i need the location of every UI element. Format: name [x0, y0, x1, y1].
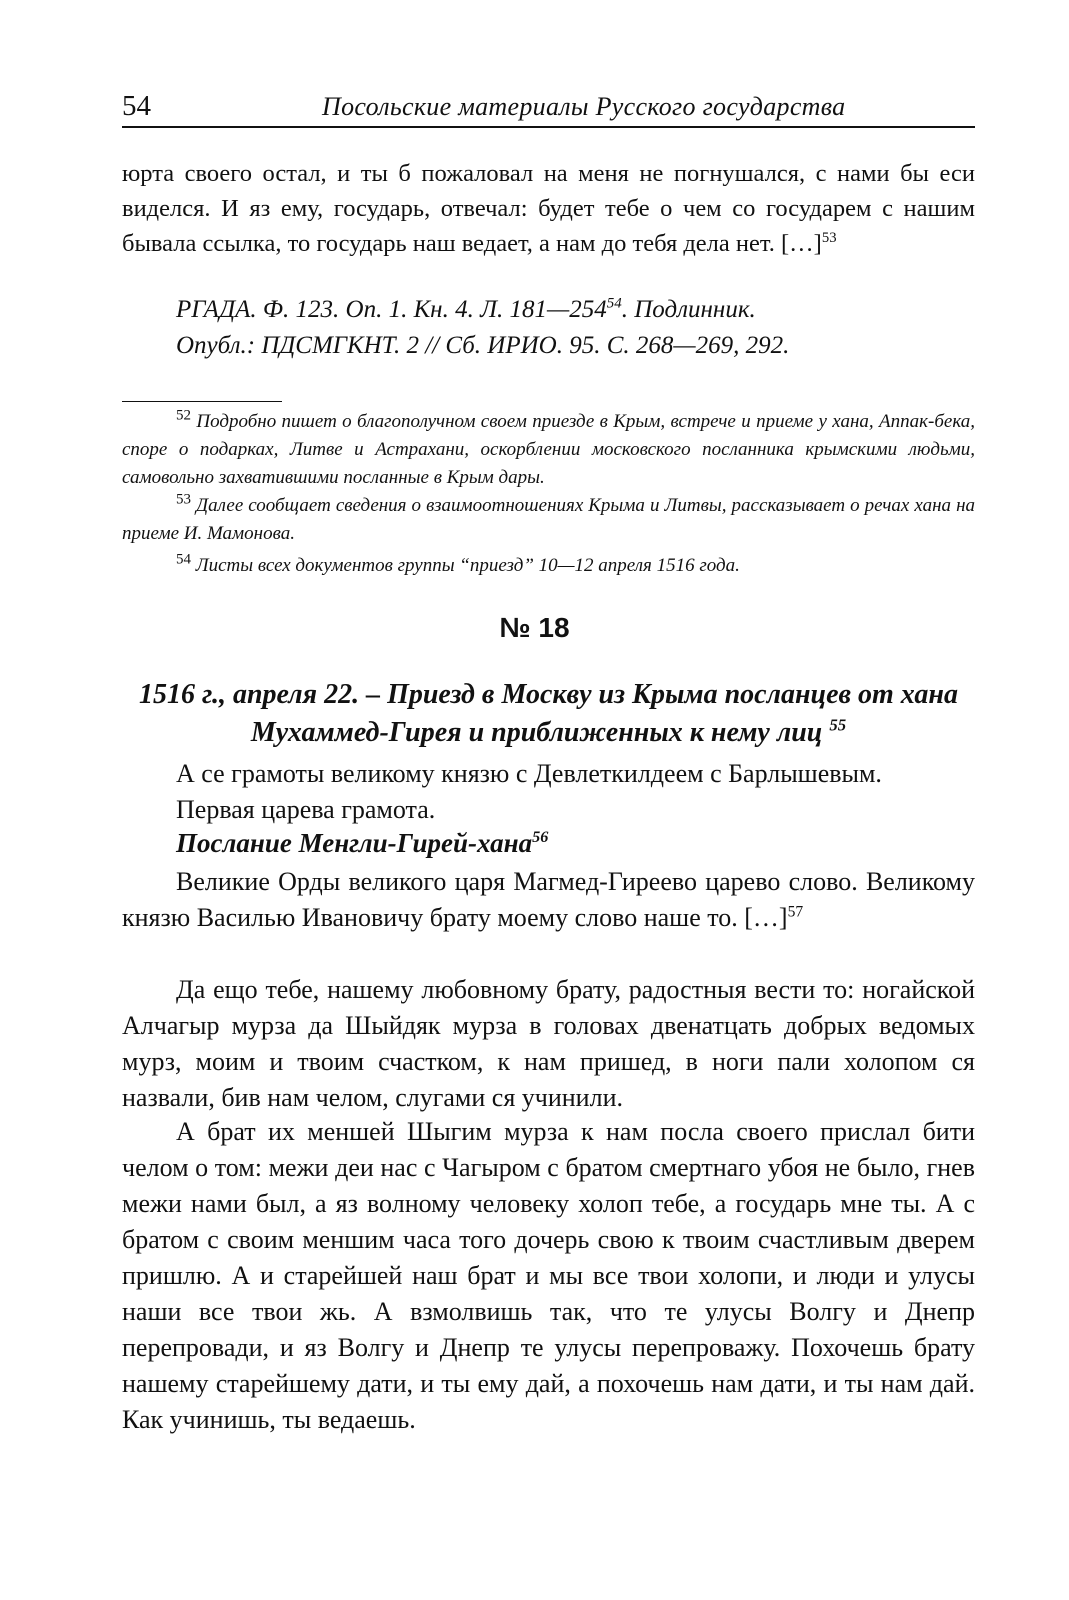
footnote-ref: 57: [787, 903, 804, 921]
running-title: Посольские материалы Русского государства: [322, 92, 846, 121]
document-subtitle-text: Послание Менгли-Гирей-хана: [176, 828, 533, 858]
footnote-number: 53: [176, 491, 191, 508]
footnote-text: Подробно пишет о благополучном своем приезде в Крым, встрече и приеме у хана, Аппак-бека, споре о подарках, Литве и Астрахани, оскорблении московского посланника крымскими людьми, самовольно захватившими посланные в Крым дары.: [122, 411, 975, 488]
document-title: [122, 676, 975, 752]
letter-paragraph-2: Да ещо тебе, нашему любовному брату, радостныя вести то: ногайской Алчагыр мурза да Шыйдяк мурза в головах двенатцать добрых ведомых мурз, моим и твоим счастком, к нам пришед, в ноги пали холопом ся назвали, бив нам челом, слугами ся учинили.: [122, 975, 975, 1112]
paragraph-text: юрта своего остал, и ты б пожаловал на меня не погнушался, с нами бы еси виделся. И яз ему, государь, отвечал: будет тебе о чем со государем с нашим бывала ссылка, то государь наш ведает, а нам до тебя дела нет. […]: [122, 160, 975, 257]
footnote-ref: 55: [829, 715, 847, 735]
footnote-number: 54: [176, 551, 191, 568]
letter-paragraph-1: [122, 864, 975, 936]
footnote-ref: 54: [606, 295, 622, 312]
footnote-54: [122, 552, 975, 580]
footnote-ref: 53: [821, 229, 837, 246]
footnote-ref: 56: [532, 828, 549, 846]
footnote-53: [122, 492, 975, 548]
footnote-divider: [122, 401, 282, 402]
letter-paragraph-3: А брат их меншей Шыгим мурза к нам посла своего прислал бити челом о том: межи деи нас с Чагыром с братом смертнаго убоя не было, гнев межи нами был, а яз волному человеку холоп тебе, а государь мне ты. А с братом с своим меншим часа того дочерь свою к твоим счастливым дверем пришлю. А и старейшей наш брат и мы все твои холопи, и люди и улусы наши все твои жь. А взмолвишь так, что те улусы Волгу и Днепр перепровади, и яз Волгу и Днепр те улусы перепроважу. Похочешь брату нашему старейшему дати, и ты ему дай, а похочешь нам дати, и ты нам дай. Как учинишь, ты ведаешь.: [122, 1117, 975, 1434]
document-title-text: 1516 г., апреля 22. – Приезд в Москву из Крыма посланцев от хана Мухаммед-Гирея и приближенных к нему лиц: [139, 679, 958, 748]
paragraph-text: Великие Орды великого царя Магмед-Гиреево царево слово. Великому князю Василью Ивановичу брату моему слово наше то. […]: [122, 867, 975, 932]
footnote-52: [122, 408, 975, 492]
archive-source-tail: . Подлинник.: [621, 296, 756, 323]
footnote-text: Листы всех документов группы “приезд” 10—12 апреля 1516 года.: [195, 555, 740, 576]
running-header: [122, 86, 975, 128]
archive-source: [176, 296, 756, 324]
footnote-number: 52: [176, 407, 191, 424]
footnote-text: Далее сообщает сведения о взаимоотношениях Крыма и Литвы, рассказывает о речах хана на приеме И. Мамонова.: [122, 495, 975, 544]
publication-source: Опубл.: ПДСМГКНТ. 2 // Сб. ИРИО. 95. С. 268—269, 292.: [176, 332, 790, 359]
document-subtitle: [176, 828, 548, 859]
continued-paragraph: [122, 156, 975, 261]
archive-source-text: РГАДА. Ф. 123. Оп. 1. Кн. 4. Л. 181—254: [176, 296, 607, 323]
intro-line: А се грамоты великому князю с Девлеткилдеем с Барлышевым.: [176, 759, 882, 788]
page-number: 54: [122, 90, 151, 122]
intro-line-2: Первая царева грамота.: [176, 795, 436, 824]
document-number: № 18: [499, 612, 570, 643]
